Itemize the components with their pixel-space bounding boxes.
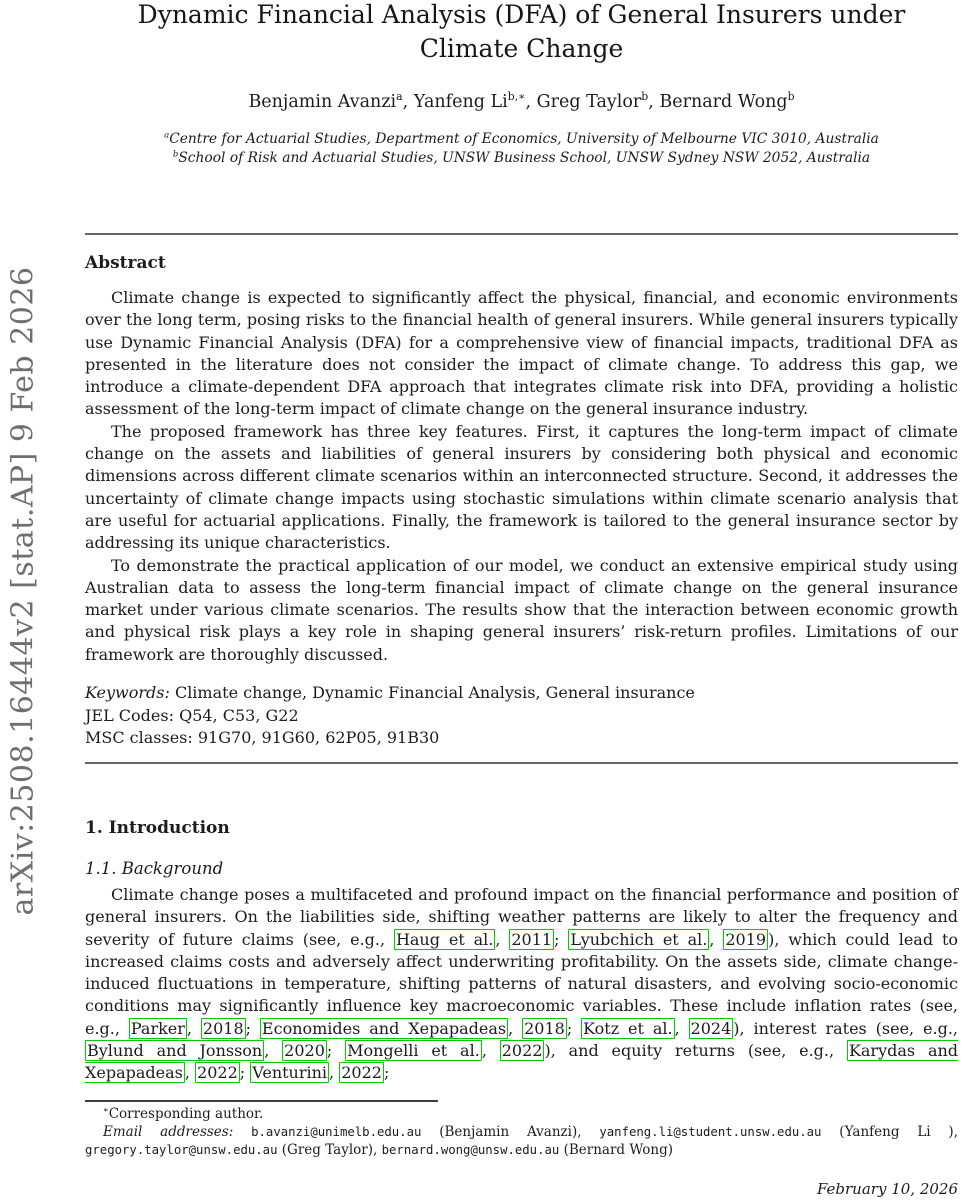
- keywords-label: Keywords:: [85, 683, 170, 702]
- citation-link[interactable]: 2011: [511, 929, 553, 949]
- citation-link[interactable]: Parker: [130, 1018, 185, 1038]
- separator-rule-middle: [85, 762, 958, 764]
- affiliation-line: $^b$School of Risk and Actuarial Studies, UNSW Business School, UNSW Sydney NSW 2052, Australia: [172, 148, 871, 166]
- abstract-heading: Abstract: [85, 253, 166, 273]
- author-affiliation-marker: a: [396, 90, 403, 104]
- citation-link[interactable]: Karydas and Xepapadeas: [85, 1041, 959, 1083]
- abstract-paragraph: Climate change is expected to significantly affect the physical, financial, and economic environments over the long term, posing risks to the financial health of general insurers. While general insurers typically use Dynamic Financial Analysis (DFA) for a comprehensive view of financial impacts, traditional DFA as presented in the literature does not consider the impact of climate change. To address this gap, we introduce a climate-dependent DFA approach that integrates climate risk into DFA, providing a holistic assessment of the long-term impact of climate change on the general insurance industry.: [85, 288, 958, 419]
- citation-link[interactable]: Mongelli et al.: [347, 1041, 480, 1061]
- keywords-line: [85, 682, 958, 705]
- footnote-rule: [85, 1100, 438, 1102]
- citation-link[interactable]: 2022: [341, 1063, 382, 1083]
- email-address-link[interactable]: b.avanzi@unimelb.edu.au: [251, 1124, 422, 1139]
- keywords-text: Climate change, Dynamic Financial Analysis, General insurance: [169, 683, 695, 702]
- corresponding-author-note: ∗Corresponding author.: [103, 1104, 264, 1122]
- author-name: Greg Taylor: [536, 92, 642, 112]
- submission-date: February 10, 2026: [816, 1180, 958, 1198]
- citation-link[interactable]: Economides and Xepapadeas: [261, 1018, 507, 1038]
- section-heading-introduction: 1. Introduction: [85, 818, 230, 838]
- footnote-marker: ∗: [103, 1104, 109, 1115]
- msc-classes-line: MSC classes: 91G70, 91G60, 62P05, 91B30: [85, 728, 440, 748]
- email-address-link[interactable]: yanfeng.li@student.unsw.edu.au: [599, 1124, 822, 1139]
- abstract-body: [85, 287, 958, 666]
- author-affiliation-marker: b: [787, 90, 795, 104]
- authors-line: Benjamin Avanzi$^a$, Yanfeng $Li^{b,∗}$, Greg Taylor$^b$, Bernard Wong$^b$: [248, 90, 795, 112]
- keywords-block: [85, 682, 958, 750]
- abstract-paragraph: The proposed framework has three key features. First, it captures the long-term impact of climate change on the assets and liabilities of general insurers by considering both physical and economic dimensions across different climate scenarios within an interconnected structure. Second, it addresses the uncertainty of climate change impacts using stochastic simulations within climate scenario analysis that are useful for actuarial applications. Finally, the framework is tailored to the general insurance sector by addressing its unique characteristics.: [85, 421, 958, 553]
- subsection-heading-background: 1.1. Background: [85, 859, 224, 878]
- email-addresses-line: [85, 1124, 958, 1160]
- email-address-link[interactable]: gregory.taylor@unsw.edu.au: [85, 1142, 278, 1157]
- citation-link[interactable]: 2018: [524, 1018, 565, 1038]
- author-name: Bernard Wong: [659, 92, 788, 112]
- citation-link[interactable]: 2022: [501, 1041, 543, 1061]
- citation-link[interactable]: Lyubchich et al.: [570, 929, 708, 949]
- citation-link[interactable]: 2020: [284, 1041, 325, 1061]
- citation-link[interactable]: Kotz et al.: [583, 1018, 673, 1038]
- citation-link[interactable]: Bylund and Jonsson: [87, 1041, 263, 1061]
- affiliation-marker: a: [164, 130, 170, 141]
- paper-title: Dynamic Financial Analysis (DFA) of General Insurers under Climate Change: [137, 0, 906, 63]
- jel-codes-line: JEL Codes: Q54, C53, G22: [85, 705, 299, 725]
- affiliation-line: $^a$Centre for Actuarial Studies, Department of Economics, University of Melbourne VIC 3010, Australia: [164, 130, 879, 147]
- citation-link[interactable]: 2024: [690, 1018, 732, 1038]
- author-name: Yanfeng Li: [413, 92, 508, 112]
- citation-link[interactable]: 2022: [197, 1063, 238, 1083]
- footnote-block: [85, 1106, 958, 1159]
- citation-link[interactable]: Venturini: [252, 1063, 328, 1083]
- author-affiliation-marker: b,∗: [507, 90, 526, 104]
- citation-link[interactable]: 2019: [725, 929, 767, 949]
- affiliation-marker: b: [172, 148, 179, 159]
- author-name: Benjamin Avanzi: [248, 92, 397, 112]
- email-label-space: [233, 1124, 251, 1140]
- separator-rule-top: [85, 233, 958, 235]
- citation-link[interactable]: Haug et al.: [395, 929, 494, 949]
- email-list: b.avanzi@unimelb.edu.au (Benjamin Avanzi), yanfeng.li@student.unsw.edu.au (Yanfeng Li ), gregory.taylor@unsw.edu.au (Greg Taylor), bernard.wong@unsw.edu.au (Bernard Wong): [85, 1123, 958, 1158]
- abstract-paragraph: To demonstrate the practical application of our model, we conduct an extensive empirical study using Australian data to assess the long-term financial impact of climate change on the general insurance market under various climate scenarios. The results show that the interaction between economic growth and physical risk plays a key role in shaping general insurers’ risk-return profiles. Limitations of our framework are thoroughly discussed.: [85, 555, 958, 664]
- arxiv-watermark: arXiv:2508.16444v2 [stat.AP] 9 Feb 2026: [5, 266, 41, 916]
- email-address-link[interactable]: bernard.wong@unsw.edu.au: [381, 1142, 560, 1157]
- background-paragraph: Climate change poses a multifaceted and profound impact on the financial performance and position of general insurers. On the liabilities side, shifting weather patterns are likely to alter the frequency and severity of future claims (see, e.g., Haug et al. , 2011 ; Lyubchich et al. , 2019 ), which could lead to increased claims costs and adversely affect underwriting profitability. On the assets side, climate change-induced fluctuations in temperature, shifting patterns of natural disasters, and evolving socio-economic conditions may significantly influence key macroeconomic variables. These include inflation rates (see, e.g., Parker , 2018 ; Economides and Xepapadeas , 2018 ; Kotz et al. , 2024 ), interest rates (see, e.g., Bylund and Jonsson , 2020 ; Mongelli et al. , 2022 ), and equity returns (see, e.g., Karydas and Xepapadeas , 2022 ; Venturini , 2022 ;: [85, 885, 959, 1083]
- citation-link[interactable]: 2018: [202, 1018, 244, 1038]
- author-affiliation-marker: b: [641, 90, 649, 104]
- email-addresses-label: Email addresses:: [103, 1123, 234, 1140]
- affiliations-block: [85, 130, 958, 167]
